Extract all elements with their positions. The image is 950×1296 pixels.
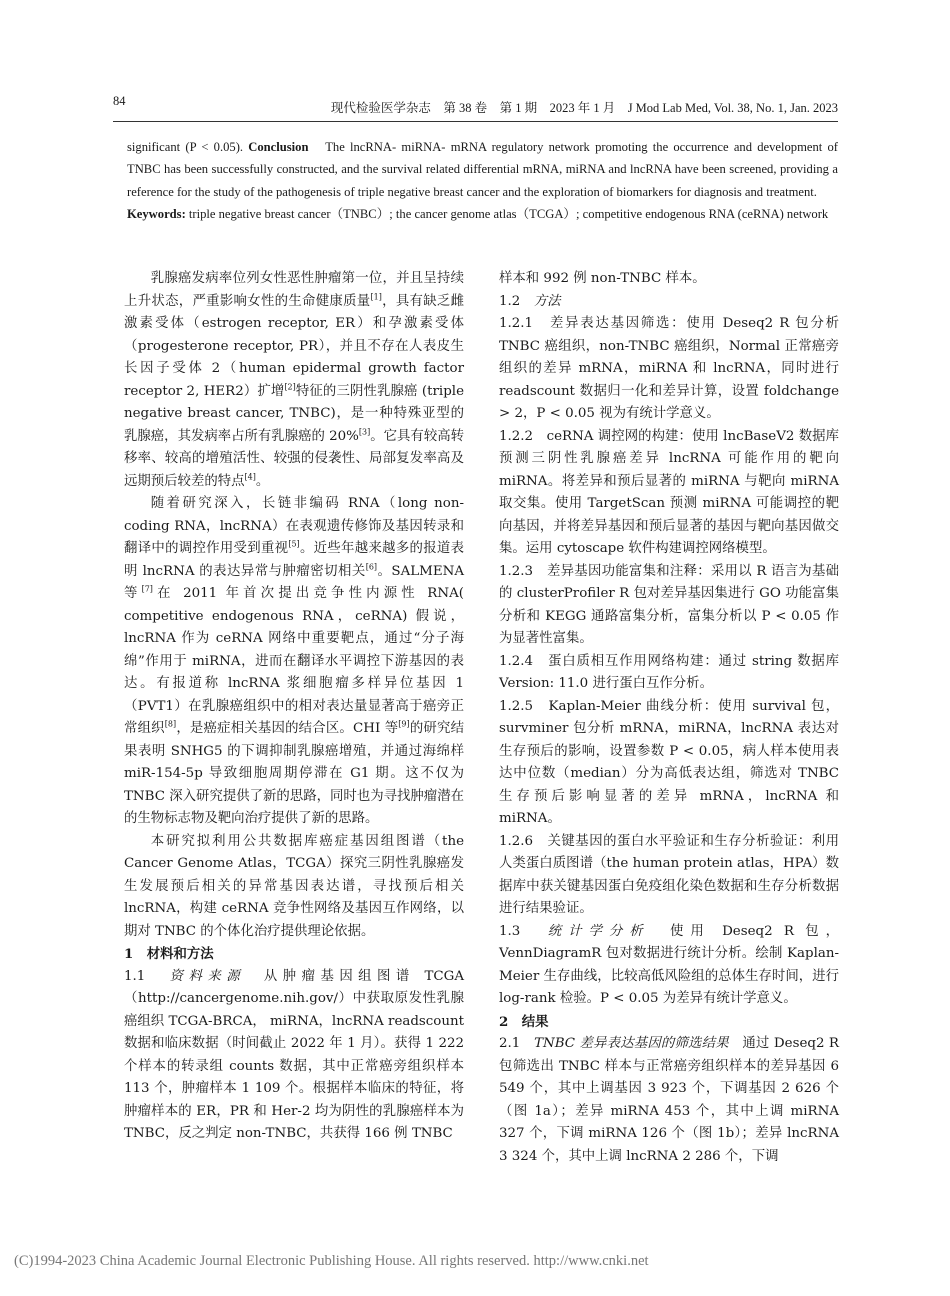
citation-3: [3] <box>358 427 371 437</box>
intro-paragraph-1: 乳腺癌发病率位列女性恶性肿瘤第一位，并且呈持续上升状态，严重影响女性的生命健康质量[1]，具有缺乏雌激素受体（estrogen receptor, ER）和孕激素受体（progesterone receptor, PR），并且不存在人表皮生长因子受体 2（human epidermal growth factor receptor 2, HER2）扩增[2]特征的三阴性乳腺癌 (triple negative breast cancer, TNBC)，是一种特殊亚型的乳腺癌，其发病率占所有乳腺癌的 20%[3]。它具有较高转移率、较高的增殖活性、较强的侵袭性、局部复发率高及远期预后较差的特点[4]。 <box>124 271 465 489</box>
right-column <box>499 268 839 1168</box>
section-2-1-heading: TNBC 差异表达基因的筛选结果 <box>534 1036 729 1051</box>
intro-paragraph-2: 随着研究深入，长链非编码 RNA（long non-coding RNA，lncRNA）在表观遗传修饰及基因转录和翻译中的调控作用受到重视[5]。近些年越来越多的报道表明 lncRNA 的表达异常与肿瘤密切相关[6]。SALMENA 等[7]在 2011 年首次提出竞争性内源性 RNA( competitive endogenous RNA，ceRNA) 假说，lncRNA 作为 ceRNA 网络中重要靶点，通过“分子海绵”作用于 miRNA，进而在翻译水平调控下游基因的表达。有报道称 lncRNA 浆细胞瘤多样异位基因 1（PVT1）在乳腺癌组织中的相对表达量显著高于癌旁正常组织[8]，是癌症相关基因的结合区。CHI 等[9]的研究结果表明 SNHG5 的下调抑制乳腺癌增殖，并通过海绵样 miR-154-5p 导致细胞周期停滞在 G1 期。这不仅为 TNBC 深入研究提供了新的思路，同时也为寻找肿瘤潜在的生物标志物及靶向治疗提供了新的思路。 <box>124 496 465 826</box>
continued-text: 样本和 992 例 non-TNBC 样本。 <box>499 271 706 286</box>
section-1-2-heading: 1.2 方法 <box>499 293 561 309</box>
section-1-3-heading: 统计学分析 <box>547 923 650 939</box>
running-head: 现代检验医学杂志 第 38 卷 第 1 期 2023 年 1 月 J Mod Lab Med, Vol. 38, No. 1, Jan. 2023 <box>330 101 838 115</box>
section-1-3: 1.3 统计学分析 使用 Deseq2 R 包，VennDiagramR 包对数据进行统计分析。绘制 Kaplan-Meier 生存曲线，比较高低风险组的总体生存时间，进行 log-rank 检验。P < 0.05 为差异有统计学意义。 <box>499 923 839 1006</box>
section-1-heading: 1 材料和方法 <box>124 946 214 962</box>
citation-2: [2] <box>284 382 296 392</box>
abstract-results-tail: significant (P < 0.05). <box>127 140 249 154</box>
section-1-1: 1.1 资料来源 从肿瘤基因组图谱 TCGA（http://cancergenome.nih.gov/）中获取原发性乳腺癌组织 TCGA-BRCA， miRNA，lncRNA readscount 数据和临床数据（时间截止 2022 年 1 月）。获得 1 222 个样本的转录组 counts 数据，其中正常癌旁组织样本 113 个，肿瘤样本 1 109 个。根据样本临床的特征，将肿瘤样本的 ER，PR 和 Her-2 均为阴性的乳腺癌样本为 TNBC，反之判定 non-TNBC，共获得 166 例 TNBC <box>124 968 465 1141</box>
citation-5: [5] <box>288 539 300 549</box>
section-1-2-1: 1.2.1 差异表达基因筛选：使用 Deseq2 R 包分析 TNBC 癌组织，non-TNBC 癌组织，Normal 正常癌旁组织的差异 mRNA，miRNA 和 lncRNA，同时进行 readscount 数据归一化和差异计算，设置 foldchange > 2，P < 0.05 视为有统计学意义。 <box>499 316 839 421</box>
conclusion-text: The lncRNA- miRNA- mRNA regulatory network promoting the occurrence and development of TNBC has been successfully constructed, and the survival related differential mRNA, miRNA and lncRNA have been screened, providing a reference for the study of the pathogenesis of triple negative breast cancer and the exploration of biomarkers for diagnosis and treatment. <box>127 140 838 199</box>
left-column <box>124 268 464 1146</box>
abstract-english <box>127 136 838 226</box>
keywords <box>127 203 838 225</box>
header-rule <box>113 121 838 122</box>
section-1-2-6: 1.2.6 关键基因的蛋白水平验证和生存分析验证：利用人类蛋白质图谱（the human protein atlas，HPA）数据库中获关键基因蛋白免疫组化染色数据和生存分析数据进行结果验证。 <box>499 833 839 916</box>
conclusion-label: Conclusion <box>248 140 309 154</box>
section-1-2-5: 1.2.5 Kaplan-Meier 曲线分析：使用 survival 包，survminer 包分析 mRNA，miRNA，lncRNA 表达对生存预后的影响，设置参数 P < 0.05，病人样本使用表达中位数（median）分为高低表达组，筛选对 TNBC 生存预后影响显著的差异 mRNA，lncRNA 和 miRNA。 <box>499 698 839 826</box>
citation-8: [8] <box>164 719 177 729</box>
section-1-1-heading: 资料来源 <box>169 968 246 984</box>
keywords-text: triple negative breast cancer（TNBC）; the cancer genome atlas（TCGA）; competitive endogenous RNA (ceRNA) network <box>185 207 829 222</box>
section-1-2-3: 1.2.3 差异基因功能富集和注释：采用以 R 语言为基础的 clusterProfiler R 包对差异基因集进行 GO 功能富集分析和 KEGG 通路富集分析，富集分析以 P < 0.05 作为显著性富集。 <box>499 563 839 646</box>
section-1-2-2: 1.2.2 ceRNA 调控网的构建：使用 lncBaseV2 数据库预测三阴性乳腺癌差异 lncRNA 可能作用的靶向 miRNA。将差异和预后显著的 miRNA 与靶向 miRNA 取交集。使用 TargetScan 预测 miRNA 可能调控的靶向基因，并将差异基因和预后显著的基因与靶向基因做交集。运用 cytoscape 软件构建调控网络模型。 <box>499 428 839 556</box>
section-1-2-4: 1.2.4 蛋白质相互作用网络构建：通过 string 数据库 Version: 11.0 进行蛋白互作分析。 <box>499 653 839 691</box>
intro-paragraph-3: 本研究拟利用公共数据库癌症基因组图谱（the Cancer Genome Atlas，TCGA）探究三阴性乳腺癌发生发展预后相关的异常基因表达谱，寻找预后相关 lncRNA，构建 ceRNA 竞争性网络及基因互作网络，以期对 TNBC 的个体化治疗提供理论依据。 <box>124 833 464 939</box>
citation-7: [7] <box>141 584 153 594</box>
page-number: 84 <box>113 94 126 108</box>
citation-1: [1] <box>370 292 382 302</box>
copyright-footer: (C)1994-2023 China Academic Journal Electronic Publishing House. All rights reserved. http://www.cnki.net <box>14 1253 649 1269</box>
citation-6: [6] <box>365 562 378 572</box>
citation-4: [4] <box>244 472 256 482</box>
citation-9: [9] <box>398 719 410 729</box>
section-2-heading: 2 结果 <box>499 1013 549 1030</box>
keywords-label: Keywords: <box>127 207 186 222</box>
section-2-1: 2.1 TNBC 差异表达基因的筛选结果 通过 Deseq2 R 包筛选出 TNBC 样本与正常癌旁组织样本的差异基因 6 549 个，其中上调基因 3 923 个，下调基因 2 626 个（图 1a）；差异 miRNA 453 个，其中上调 miRNA 327 个，下调 miRNA 126 个（图 1b）；差异 lncRNA 3 324 个，其中上调 lncRNA 2 286 个，下调 <box>499 1036 840 1164</box>
